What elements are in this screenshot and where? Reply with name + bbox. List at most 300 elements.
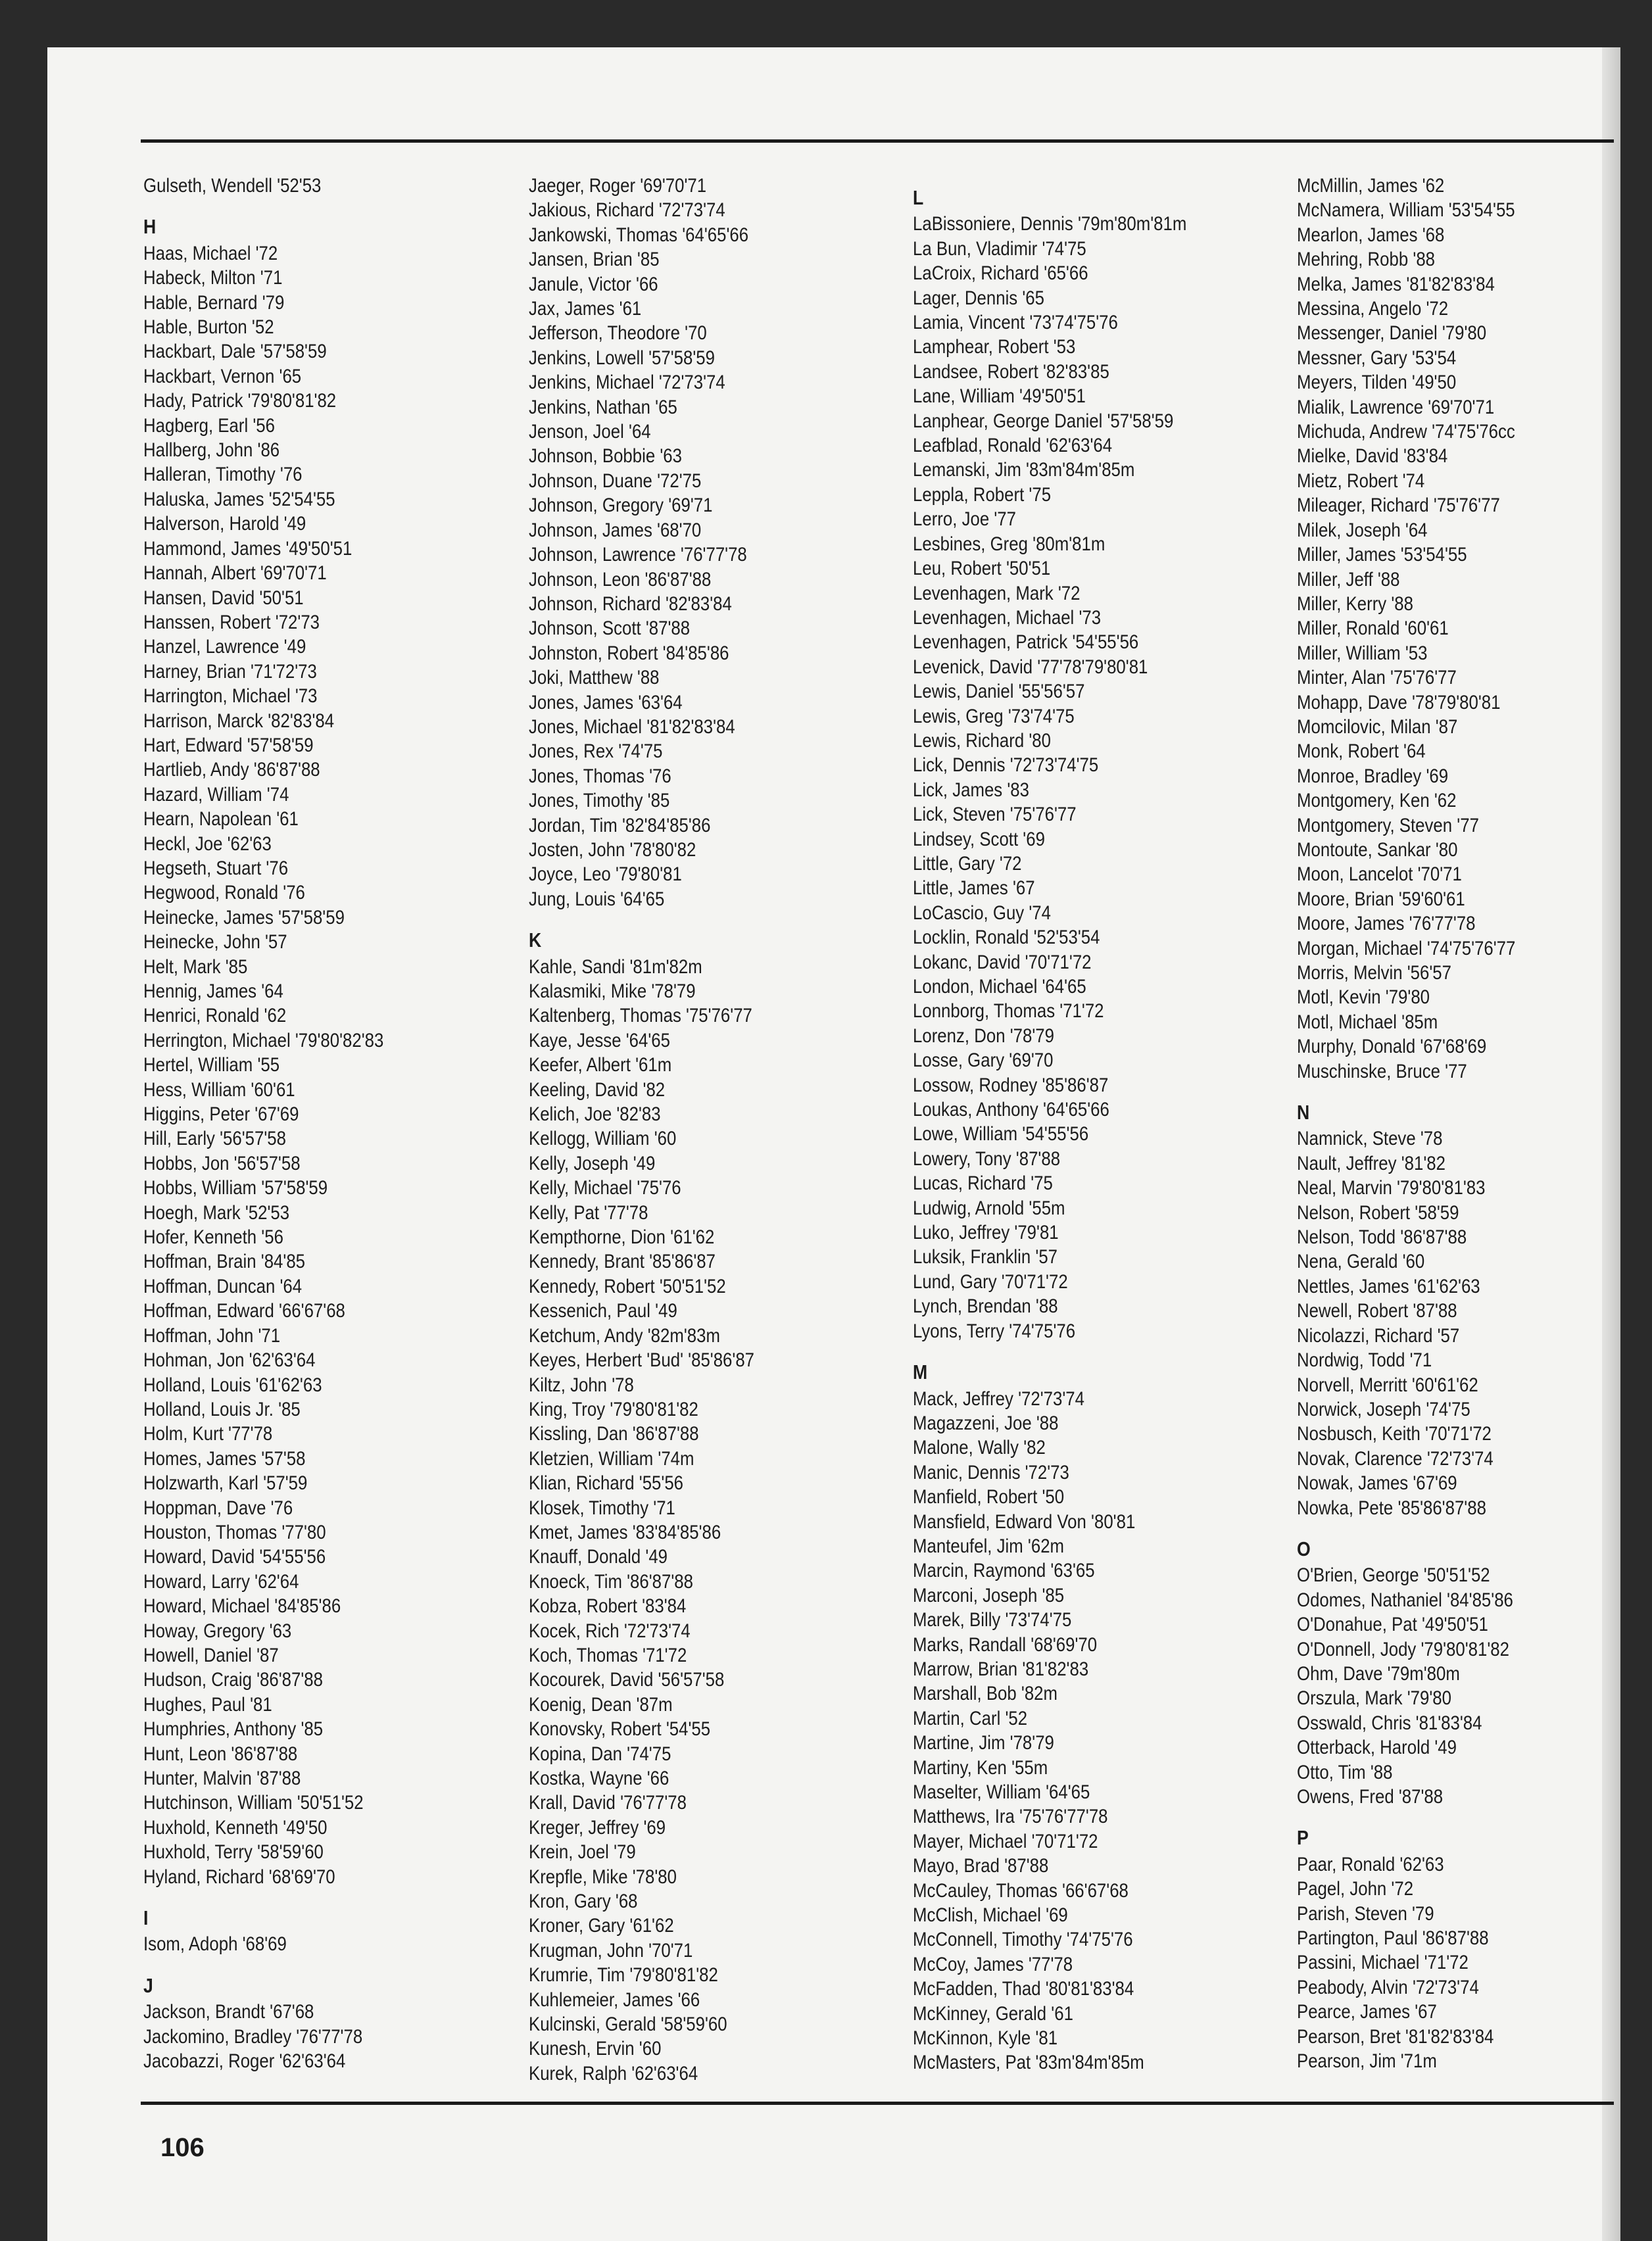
letterman-entry: Kelly, Michael '75'76 (529, 1177, 681, 1199)
letterman-entry: O'Donahue, Pat '49'50'51 (1297, 1614, 1488, 1636)
letterman-entry: Novak, Clarence '72'73'74 (1297, 1447, 1494, 1470)
letterman-entry: Luko, Jeffrey '79'81 (913, 1222, 1059, 1244)
letterman-entry: Jackomino, Bradley '76'77'78 (143, 2025, 363, 2048)
letterman-entry: Landsee, Robert '82'83'85 (913, 360, 1109, 383)
letterman-entry: Norwick, Joseph '74'75 (1297, 1398, 1470, 1420)
letterman-entry: Hoffman, Duncan '64 (143, 1275, 303, 1297)
letterman-entry: Heinecke, James '57'58'59 (143, 906, 345, 928)
letterman-entry: Kobza, Robert '83'84 (529, 1595, 687, 1618)
letterman-entry: Lemanski, Jim '83m'84m'85m (913, 459, 1135, 481)
letterman-entry: Mansfield, Edward Von '80'81 (913, 1510, 1136, 1533)
letterman-entry: Neal, Marvin '79'80'81'83 (1297, 1177, 1486, 1199)
letterman-entry: Lanphear, George Daniel '57'58'59 (913, 410, 1174, 432)
letterman-entry: Knoeck, Tim '86'87'88 (529, 1570, 693, 1593)
letterman-entry: La Bun, Vladimir '74'75 (913, 237, 1086, 260)
letterman-entry: Hackbart, Vernon '65 (143, 365, 302, 387)
letterman-entry: Pearce, James '67 (1297, 2001, 1437, 2023)
letterman-entry: Montoute, Sankar '80 (1297, 838, 1458, 861)
letterman-entry: Lonnborg, Thomas '71'72 (913, 1000, 1104, 1023)
letterman-entry: Kopina, Dan '74'75 (529, 1743, 671, 1765)
letterman-entry: Jones, James '63'64 (529, 691, 683, 713)
letterman-entry: King, Troy '79'80'81'82 (529, 1398, 698, 1420)
letterman-entry: Krugman, John '70'71 (529, 1939, 693, 1962)
letterman-entry: Pearson, Bret '81'82'83'84 (1297, 2025, 1494, 2048)
letterman-entry: Mearlon, James '68 (1297, 224, 1445, 246)
letterman-entry: McMillin, James '62 (1297, 175, 1445, 197)
letterman-entry: Kreger, Jeffrey '69 (529, 1816, 666, 1839)
letterman-entry: Kelich, Joe '82'83 (529, 1103, 661, 1126)
letterman-entry: Mehring, Robb '88 (1297, 249, 1436, 271)
letterman-entry: Kulcinski, Gerald '58'59'60 (529, 2013, 727, 2036)
letterman-entry: Monk, Robert '64 (1297, 740, 1426, 763)
letterman-entry: Hertel, William '55 (143, 1054, 280, 1076)
letterman-entry: Jefferson, Theodore '70 (529, 322, 707, 345)
letterman-entry: Harrison, Marck '82'83'84 (143, 710, 335, 732)
letterman-entry: Lesbines, Greg '80m'81m (913, 533, 1105, 555)
letterman-entry: Nettles, James '61'62'63 (1297, 1275, 1480, 1297)
letterman-entry: Kellogg, William '60 (529, 1128, 677, 1150)
letterman-entry: Klian, Richard '55'56 (529, 1472, 684, 1495)
letterman-entry: Murphy, Donald '67'68'69 (1297, 1036, 1487, 1058)
letterman-entry: Momcilovic, Milan '87 (1297, 715, 1458, 738)
letterman-entry: Johnson, Duane '72'75 (529, 470, 702, 492)
letterman-entry: Lucas, Richard '75 (913, 1172, 1053, 1195)
letterman-entry: Jenkins, Lowell '57'58'59 (529, 347, 715, 369)
letterman-entry: Moore, Brian '59'60'61 (1297, 888, 1465, 910)
letterman-entry: Hofer, Kenneth '56 (143, 1226, 283, 1249)
letterman-entry: Marrow, Brian '81'82'83 (913, 1658, 1089, 1680)
letterman-entry: Kron, Gary '68 (529, 1891, 638, 1913)
letterman-entry: Leafblad, Ronald '62'63'64 (913, 435, 1113, 457)
letterman-entry: Loukas, Anthony '64'65'66 (913, 1099, 1109, 1121)
letterman-entry: Klosek, Timothy '71 (529, 1497, 675, 1519)
letterman-entry: Habeck, Milton '71 (143, 267, 283, 289)
letterman-entry: Nosbusch, Keith '70'71'72 (1297, 1423, 1492, 1445)
letterman-entry: Lorenz, Don '78'79 (913, 1024, 1054, 1047)
letterman-entry: Orszula, Mark '79'80 (1297, 1687, 1451, 1710)
letterman-entry: Jordan, Tim '82'84'85'86 (529, 814, 711, 836)
letterman-entry: Kmet, James '83'84'85'86 (529, 1521, 721, 1543)
letterman-entry: Kelly, Pat '77'78 (529, 1201, 648, 1224)
letterman-entry: Losse, Gary '69'70 (913, 1049, 1054, 1072)
letterman-entry: Hanssen, Robert '72'73 (143, 611, 320, 633)
letterman-entry: Hansen, David '50'51 (143, 587, 304, 609)
letterman-entry: Parish, Steven '79 (1297, 1902, 1434, 1925)
letterman-entry: Johnson, Lawrence '76'77'78 (529, 544, 747, 566)
section-letter: M (913, 1361, 928, 1384)
letterman-entry: Matthews, Ira '75'76'77'78 (913, 1806, 1108, 1828)
letterman-entry: Hable, Bernard '79 (143, 291, 285, 314)
letterman-entry: Martiny, Ken '55m (913, 1756, 1048, 1779)
letterman-entry: Kuhlemeier, James '66 (529, 1988, 700, 2011)
letterman-entry: Mayer, Michael '70'71'72 (913, 1830, 1098, 1852)
letterman-entry: Krumrie, Tim '79'80'81'82 (529, 1964, 718, 1987)
letterman-entry: Nowak, James '67'69 (1297, 1472, 1457, 1495)
letterman-entry: Howell, Daniel '87 (143, 1644, 279, 1666)
letterman-entry: Hobbs, William '57'58'59 (143, 1177, 328, 1199)
letterman-entry: Hutchinson, William '50'51'52 (143, 1792, 364, 1814)
letterman-entry: Kelly, Joseph '49 (529, 1152, 656, 1174)
letterman-entry: Hackbart, Dale '57'58'59 (143, 341, 327, 363)
column-3 (913, 185, 1230, 2075)
letterman-entry: Hable, Burton '52 (143, 316, 274, 339)
letterman-entry: Mohapp, Dave '78'79'80'81 (1297, 691, 1501, 713)
letterman-entry: Passini, Michael '71'72 (1297, 1952, 1469, 1974)
letterman-entry: Heinecke, John '57 (143, 931, 287, 953)
column-1 (143, 174, 460, 2073)
letterman-entry: Marcin, Raymond '63'65 (913, 1560, 1095, 1582)
letterman-entry: Kaye, Jesse '64'65 (529, 1029, 670, 1051)
letterman-entry: Lindsey, Scott '69 (913, 828, 1045, 850)
letterman-entry: Partington, Paul '86'87'88 (1297, 1927, 1489, 1950)
letterman-entry: Little, Gary '72 (913, 852, 1022, 875)
letterman-entry: Hartlieb, Andy '86'87'88 (143, 759, 320, 781)
letterman-entry: Maselter, William '64'65 (913, 1781, 1090, 1803)
letterman-entry: Mialik, Lawrence '69'70'71 (1297, 396, 1495, 418)
letterman-entry: Lyons, Terry '74'75'76 (913, 1320, 1076, 1342)
letterman-entry: Lane, William '49'50'51 (913, 385, 1086, 408)
letterman-entry: Lerro, Joe '77 (913, 508, 1016, 531)
letterman-entry: Nelson, Robert '58'59 (1297, 1201, 1459, 1224)
letterman-entry: Halverson, Harold '49 (143, 513, 306, 535)
letterman-entry: Kiltz, John '78 (529, 1374, 634, 1396)
letterman-entry: Kletzien, William '74m (529, 1447, 694, 1470)
letterman-entry: Mayo, Brad '87'88 (913, 1855, 1049, 1877)
letterman-entry: Kaltenberg, Thomas '75'76'77 (529, 1005, 752, 1027)
letterman-entry: Kurek, Ralph '62'63'64 (529, 2062, 698, 2084)
letterman-entry: Johnston, Robert '84'85'86 (529, 642, 729, 664)
letterman-entry: McKinnon, Kyle '81 (913, 2027, 1058, 2050)
letterman-entry: Jenkins, Michael '72'73'74 (529, 372, 725, 394)
letterman-entry: Newell, Robert '87'88 (1297, 1300, 1457, 1322)
letterman-entry: Mietz, Robert '74 (1297, 470, 1425, 492)
letterman-entry: Lewis, Greg '73'74'75 (913, 705, 1075, 727)
letterman-entry: Moon, Lancelot '70'71 (1297, 863, 1462, 886)
letterman-entry: Lynch, Brendan '88 (913, 1295, 1058, 1318)
letterman-entry: Mack, Jeffrey '72'73'74 (913, 1387, 1084, 1410)
letterman-entry: Holzwarth, Karl '57'59 (143, 1472, 308, 1495)
letterman-entry: Otterback, Harold '49 (1297, 1737, 1457, 1759)
letterman-entry: Lager, Dennis '65 (913, 287, 1045, 309)
letterman-entry: Hill, Early '56'57'58 (143, 1128, 286, 1150)
section-letter: O (1297, 1537, 1311, 1560)
letterman-entry: Pearson, Jim '71m (1297, 2050, 1437, 2073)
letterman-entry: Levenhagen, Michael '73 (913, 606, 1102, 629)
letterman-entry: Herrington, Michael '79'80'82'83 (143, 1029, 384, 1051)
letterman-entry: Monroe, Bradley '69 (1297, 765, 1449, 787)
letterman-entry: Nault, Jeffrey '81'82 (1297, 1152, 1446, 1174)
letterman-entry: Henrici, Ronald '62 (143, 1005, 287, 1027)
letterman-entry: Holland, Louis Jr. '85 (143, 1398, 301, 1420)
letterman-entry: Hohman, Jon '62'63'64 (143, 1349, 316, 1372)
letterman-entry: Ludwig, Arnold '55m (913, 1197, 1065, 1219)
letterman-entry: Harney, Brian '71'72'73 (143, 660, 317, 683)
letterman-entry: Ohm, Dave '79m'80m (1297, 1662, 1460, 1685)
letterman-entry: Magazzeni, Joe '88 (913, 1412, 1059, 1434)
letterman-entry: Koenig, Dean '87m (529, 1693, 673, 1716)
letterman-entry: Johnson, Richard '82'83'84 (529, 592, 732, 615)
section-letter: I (143, 1906, 149, 1930)
letterman-entry: Jones, Michael '81'82'83'84 (529, 715, 735, 738)
letterman-entry: Howard, David '54'55'56 (143, 1546, 326, 1568)
letterman-entry: McNamera, William '53'54'55 (1297, 199, 1515, 222)
letterman-entry: Lowery, Tony '87'88 (913, 1147, 1061, 1170)
letterman-entry: Haas, Michael '72 (143, 242, 278, 264)
letterman-entry: Joki, Matthew '88 (529, 667, 660, 689)
letterman-entry: Lowe, William '54'55'56 (913, 1123, 1089, 1145)
letterman-entry: Huxhold, Terry '58'59'60 (143, 1841, 324, 1864)
letterman-entry: Peabody, Alvin '72'73'74 (1297, 1976, 1479, 1998)
letterman-entry: Hoffman, Edward '66'67'68 (143, 1300, 345, 1322)
letterman-entry: Jakious, Richard '72'73'74 (529, 199, 725, 222)
directory-page (47, 47, 1620, 2241)
letterman-entry: Messenger, Daniel '79'80 (1297, 322, 1487, 345)
letterman-entry: Johnson, Bobbie '63 (529, 445, 683, 468)
letterman-entry: Kunesh, Ervin '60 (529, 2038, 662, 2060)
letterman-entry: Koch, Thomas '71'72 (529, 1644, 687, 1666)
letterman-entry: Humphries, Anthony '85 (143, 1718, 324, 1741)
letterman-entry: Josten, John '78'80'82 (529, 838, 696, 861)
letterman-entry: Krall, David '76'77'78 (529, 1792, 687, 1814)
letterman-entry: Hegwood, Ronald '76 (143, 882, 305, 904)
letterman-entry: Gulseth, Wendell '52'53 (143, 175, 322, 197)
letterman-entry: Lund, Gary '70'71'72 (913, 1270, 1068, 1293)
letterman-entry: Hoegh, Mark '52'53 (143, 1201, 290, 1224)
letterman-entry: McCauley, Thomas '66'67'68 (913, 1879, 1129, 1902)
letterman-entry: Mileager, Richard '75'76'77 (1297, 494, 1500, 517)
letterman-entry: Lokanc, David '70'71'72 (913, 951, 1092, 973)
letterman-entry: Hudson, Craig '86'87'88 (143, 1669, 323, 1691)
letterman-entry: Levenick, David '77'78'79'80'81 (913, 656, 1148, 678)
section-letter: H (143, 215, 157, 239)
letterman-entry: Howay, Gregory '63 (143, 1620, 292, 1642)
letterman-entry: Nena, Gerald '60 (1297, 1251, 1425, 1273)
letterman-entry: Ketchum, Andy '82m'83m (529, 1324, 720, 1347)
letterman-entry: Milek, Joseph '64 (1297, 519, 1428, 541)
letterman-entry: Miller, Kerry '88 (1297, 592, 1413, 615)
letterman-entry: Owens, Fred '87'88 (1297, 1786, 1444, 1808)
letterman-entry: Jacobazzi, Roger '62'63'64 (143, 2050, 346, 2073)
letterman-entry: Jankowski, Thomas '64'65'66 (529, 224, 749, 246)
letterman-entry: McClish, Michael '69 (913, 1904, 1068, 1927)
letterman-entry: Harrington, Michael '73 (143, 685, 318, 708)
letterman-entry: Kroner, Gary '61'62 (529, 1915, 674, 1937)
letterman-entry: Jones, Rex '74'75 (529, 740, 663, 763)
letterman-entry: Jones, Timothy '85 (529, 790, 670, 812)
letterman-entry: Heckl, Joe '62'63 (143, 832, 272, 855)
section-letter: K (529, 928, 542, 952)
letterman-entry: Johnson, Leon '86'87'88 (529, 568, 712, 590)
letterman-entry: Howard, Larry '62'64 (143, 1570, 299, 1593)
letterman-entry: Hunter, Malvin '87'88 (143, 1768, 301, 1789)
letterman-entry: Montgomery, Steven '77 (1297, 814, 1479, 836)
letterman-entry: Otto, Tim '88 (1297, 1761, 1393, 1783)
letterman-entry: Hughes, Paul '81 (143, 1693, 272, 1716)
letterman-entry: McCoy, James '77'78 (913, 1953, 1073, 1975)
letterman-entry: Kessenich, Paul '49 (529, 1300, 677, 1322)
letterman-entry: Leu, Robert '50'51 (913, 558, 1051, 580)
letterman-entry: Hart, Edward '57'58'59 (143, 734, 314, 756)
letterman-entry: Kostka, Wayne '66 (529, 1768, 669, 1789)
letterman-entry: Kennedy, Robert '50'51'52 (529, 1275, 726, 1297)
letterman-entry: Manic, Dennis '72'73 (913, 1461, 1069, 1483)
letterman-entry: Jones, Thomas '76 (529, 765, 671, 787)
letterman-entry: Lamphear, Robert '53 (913, 336, 1076, 358)
section-letter: L (913, 186, 924, 209)
letterman-entry: Johnson, James '68'70 (529, 519, 702, 541)
letterman-entry: Manfield, Robert '50 (913, 1486, 1065, 1508)
letterman-entry: Johnson, Gregory '69'71 (529, 494, 713, 517)
letterman-entry: Halleran, Timothy '76 (143, 464, 303, 486)
letterman-entry: Levenhagen, Mark '72 (913, 582, 1081, 604)
letterman-entry: Homes, James '57'58 (143, 1447, 306, 1470)
letterman-entry: Osswald, Chris '81'83'84 (1297, 1712, 1482, 1734)
letterman-entry: Michuda, Andrew '74'75'76cc (1297, 421, 1515, 443)
letterman-entry: Huxhold, Kenneth '49'50 (143, 1816, 328, 1839)
letterman-entry: Kahle, Sandi '81m'82m (529, 955, 702, 978)
letterman-entry: Miller, William '53 (1297, 642, 1428, 664)
letterman-entry: Jung, Louis '64'65 (529, 888, 665, 910)
letterman-entry: Holland, Louis '61'62'63 (143, 1374, 322, 1396)
letterman-entry: McKinney, Gerald '61 (913, 2002, 1073, 2025)
letterman-entry: Marks, Randall '68'69'70 (913, 1633, 1098, 1656)
letterman-entry: Krepfle, Mike '78'80 (529, 1866, 677, 1888)
letterman-entry: Hearn, Napolean '61 (143, 808, 299, 831)
letterman-entry: Hegseth, Stuart '76 (143, 857, 289, 879)
letterman-entry: Leppla, Robert '75 (913, 483, 1052, 506)
section-letter: N (1297, 1101, 1310, 1124)
letterman-entry: Namnick, Steve '78 (1297, 1128, 1443, 1150)
letterman-entry: Moore, James '76'77'78 (1297, 913, 1476, 935)
letterman-entry: Johnson, Scott '87'88 (529, 617, 691, 640)
letterman-entry: Martin, Carl '52 (913, 1707, 1028, 1729)
letterman-entry: Kennedy, Brant '85'86'87 (529, 1251, 716, 1273)
letterman-entry: Jansen, Brian '85 (529, 249, 660, 271)
letterman-entry: Locklin, Ronald '52'53'54 (913, 927, 1100, 949)
letterman-entry: Little, James '67 (913, 877, 1035, 900)
letterman-entry: Messner, Gary '53'54 (1297, 347, 1457, 369)
letterman-entry: Keefer, Albert '61m (529, 1054, 672, 1076)
letterman-entry: McMasters, Pat '83m'84m'85m (913, 2052, 1144, 2074)
section-letter: P (1297, 1826, 1309, 1850)
letterman-entry: Hammond, James '49'50'51 (143, 537, 352, 560)
letterman-entry: Meyers, Tilden '49'50 (1297, 372, 1457, 394)
letterman-entry: Hannah, Albert '69'70'71 (143, 562, 327, 585)
letterman-entry: Nelson, Todd '86'87'88 (1297, 1226, 1467, 1249)
letterman-entry: Nicolazzi, Richard '57 (1297, 1324, 1460, 1347)
letterman-entry: Hoffman, Brain '84'85 (143, 1251, 306, 1273)
letterman-entry: Hess, William '60'61 (143, 1078, 295, 1101)
letterman-entry: Melka, James '81'82'83'84 (1297, 273, 1495, 295)
letterman-entry: Messina, Angelo '72 (1297, 298, 1449, 320)
letterman-entry: Hunt, Leon '86'87'88 (143, 1743, 298, 1765)
letterman-entry: Nordwig, Todd '71 (1297, 1349, 1432, 1372)
letterman-entry: Hoffman, John '71 (143, 1324, 281, 1347)
letterman-entry: Helt, Mark '85 (143, 955, 248, 978)
letterman-entry: Montgomery, Ken '62 (1297, 790, 1457, 812)
letterman-entry: Jaeger, Roger '69'70'71 (529, 175, 707, 197)
letterman-entry: Morgan, Michael '74'75'76'77 (1297, 937, 1516, 959)
letterman-entry: Higgins, Peter '67'69 (143, 1103, 299, 1126)
letterman-entry: Levenhagen, Patrick '54'55'56 (913, 631, 1139, 654)
letterman-entry: Kempthorne, Dion '61'62 (529, 1226, 715, 1249)
letterman-entry: O'Donnell, Jody '79'80'81'82 (1297, 1638, 1509, 1660)
letterman-entry: Hagberg, Earl '56 (143, 414, 275, 437)
letterman-entry: Miller, Ronald '60'61 (1297, 617, 1449, 640)
letterman-entry: LoCascio, Guy '74 (913, 902, 1052, 924)
column-4 (1297, 174, 1614, 2073)
column-2 (529, 174, 846, 2086)
letterman-entry: Kalasmiki, Mike '78'79 (529, 980, 696, 1002)
letterman-entry: Lewis, Richard '80 (913, 729, 1052, 752)
letterman-entry: Lewis, Daniel '55'56'57 (913, 681, 1085, 703)
letterman-entry: McFadden, Thad '80'81'83'84 (913, 1978, 1134, 2000)
letterman-entry: Lick, James '83 (913, 779, 1029, 801)
letterman-entry: Lick, Dennis '72'73'74'75 (913, 754, 1099, 777)
letterman-entry: Isom, Adoph '68'69 (143, 1933, 287, 1956)
letterman-entry: Hennig, James '64 (143, 980, 283, 1002)
letterman-entry: Motl, Michael '85m (1297, 1011, 1438, 1033)
letterman-entry: Hady, Patrick '79'80'81'82 (143, 390, 337, 412)
letterman-entry: McConnell, Timothy '74'75'76 (913, 1929, 1133, 1951)
letterman-entry: O'Brien, George '50'51'52 (1297, 1564, 1490, 1587)
letterman-entry: Martine, Jim '78'79 (913, 1732, 1054, 1754)
letterman-entry: Norvell, Merritt '60'61'62 (1297, 1374, 1478, 1396)
letterman-entry: Mielke, David '83'84 (1297, 445, 1448, 468)
letterman-entry: Hyland, Richard '68'69'70 (143, 1866, 335, 1888)
letterman-entry: Joyce, Leo '79'80'81 (529, 863, 682, 886)
letterman-entry: Miller, Jeff '88 (1297, 568, 1400, 590)
letterman-entry: Houston, Thomas '77'80 (143, 1521, 326, 1543)
letterman-entry: Hobbs, Jon '56'57'58 (143, 1152, 301, 1174)
letterman-entry: Motl, Kevin '79'80 (1297, 986, 1430, 1009)
letterman-entry: Jackson, Brandt '67'68 (143, 2001, 314, 2023)
letterman-entry: Hazard, William '74 (143, 783, 289, 806)
letterman-entry: Krein, Joel '79 (529, 1841, 636, 1864)
letterman-entry: Luksik, Franklin '57 (913, 1246, 1058, 1268)
letterman-entry: Paar, Ronald '62'63 (1297, 1853, 1444, 1875)
section-letter: J (143, 1973, 153, 1997)
letterman-entry: Janule, Victor '66 (529, 273, 658, 295)
letterman-entry: Marconi, Joseph '85 (913, 1584, 1065, 1606)
page-number: 106 (160, 2133, 205, 2162)
letterman-entry: Holm, Kurt '77'78 (143, 1423, 273, 1445)
letterman-entry: Muschinske, Bruce '77 (1297, 1060, 1467, 1082)
letterman-entry: Lamia, Vincent '73'74'75'76 (913, 312, 1118, 334)
letterman-entry: Jenkins, Nathan '65 (529, 396, 677, 418)
bottom-rule (141, 2102, 1614, 2105)
letterman-entry: LaBissoniere, Dennis '79m'80m'81m (913, 213, 1187, 235)
letterman-entry: Keyes, Herbert 'Bud' '85'86'87 (529, 1349, 755, 1372)
letterman-entry: Marshall, Bob '82m (913, 1683, 1058, 1705)
letterman-entry: Manteufel, Jim '62m (913, 1535, 1065, 1557)
letterman-entry: Odomes, Nathaniel '84'85'86 (1297, 1589, 1513, 1611)
letterman-entry: Minter, Alan '75'76'77 (1297, 667, 1457, 689)
letterman-entry: LaCroix, Richard '65'66 (913, 262, 1088, 285)
letterman-entry: Kocourek, David '56'57'58 (529, 1669, 725, 1691)
letterman-entry: Kissling, Dan '86'87'88 (529, 1423, 699, 1445)
letterman-entry: Lossow, Rodney '85'86'87 (913, 1074, 1109, 1096)
top-rule (141, 139, 1614, 143)
letterman-entry: Hallberg, John '86 (143, 439, 280, 462)
letterman-entry: Nowka, Pete '85'86'87'88 (1297, 1497, 1486, 1519)
letterman-entry: Marek, Billy '73'74'75 (913, 1609, 1072, 1631)
letterman-entry: Hanzel, Lawrence '49 (143, 636, 306, 658)
letterman-entry: Jenson, Joel '64 (529, 421, 651, 443)
letterman-entry: Howard, Michael '84'85'86 (143, 1595, 341, 1618)
letterman-entry: Haluska, James '52'54'55 (143, 488, 335, 510)
letterman-entry: London, Michael '64'65 (913, 976, 1086, 998)
